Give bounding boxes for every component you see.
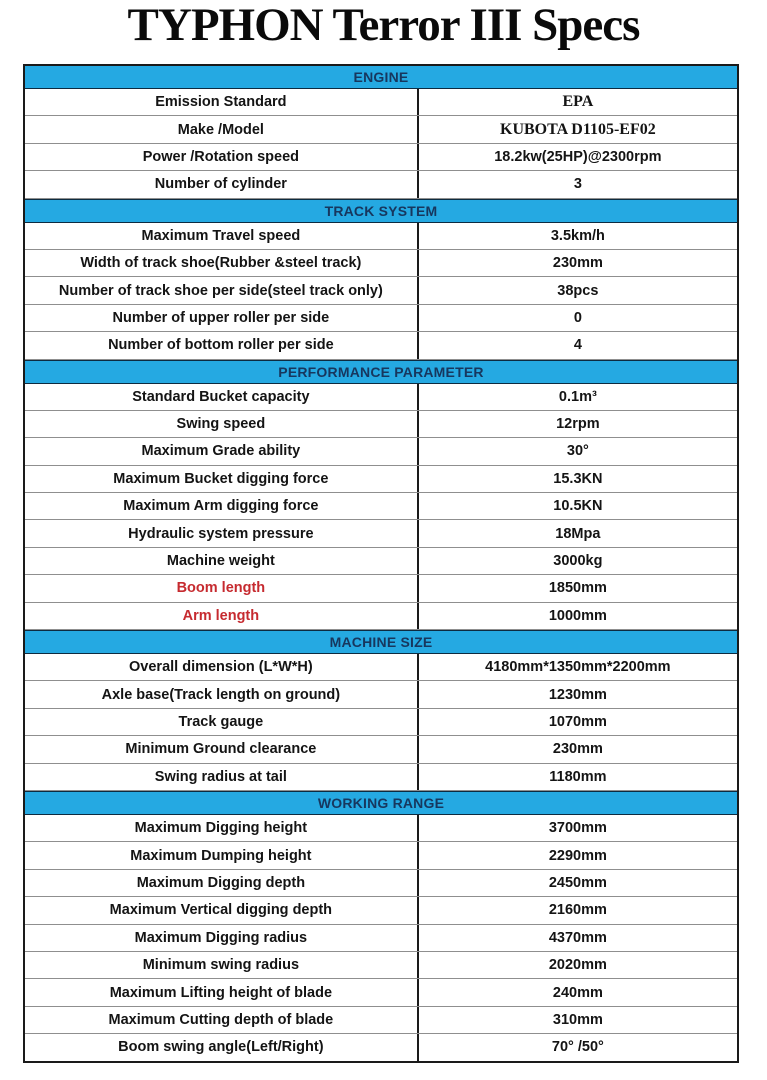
spec-row	[25, 411, 737, 438]
spec-label-cell: Width of track shoe(Rubber &steel track)	[25, 250, 419, 276]
spec-value-cell: 10.5KN	[553, 498, 603, 515]
spec-label-cell: Number of upper roller per side	[25, 305, 419, 331]
section-header-label: MACHINE SIZE	[329, 634, 433, 651]
spec-value-cell: EPA	[562, 93, 594, 111]
spec-row	[25, 144, 737, 171]
spec-label-cell: Maximum Vertical digging depth	[25, 897, 419, 923]
spec-row	[25, 575, 737, 602]
spec-value-cell: 30°	[566, 443, 589, 460]
spec-row	[25, 171, 737, 198]
spec-row	[25, 736, 737, 763]
spec-value-cell: 1000mm	[548, 607, 607, 624]
spec-label-cell: Machine weight	[25, 548, 419, 574]
spec-row	[25, 952, 737, 979]
spec-label-cell: Axle base(Track length on ground)	[25, 681, 419, 707]
spec-row	[25, 438, 737, 465]
spec-label-cell: Maximum Arm digging force	[25, 493, 419, 519]
section-header	[25, 66, 737, 89]
spec-label-cell: Maximum Travel speed	[25, 223, 419, 249]
spec-value-cell: 2290mm	[548, 847, 607, 864]
spec-value-cell: 230mm	[552, 741, 603, 758]
section-header-label: TRACK SYSTEM	[324, 202, 438, 219]
spec-value-cell: 1070mm	[548, 714, 607, 730]
spec-row	[25, 250, 737, 277]
spec-row	[25, 223, 737, 250]
spec-value-cell: 1180mm	[549, 768, 607, 785]
spec-label-cell: Make /Model	[25, 116, 419, 142]
spec-label-cell: Maximum Cutting depth of blade	[25, 1007, 419, 1033]
spec-label-cell: Maximum Grade ability	[25, 438, 419, 464]
spec-value-cell: 3000kg	[553, 553, 603, 570]
spec-row	[25, 870, 737, 897]
spec-row	[25, 520, 737, 547]
spec-row	[25, 654, 737, 681]
spec-row	[25, 815, 737, 842]
section-header	[25, 630, 737, 654]
spec-row	[25, 493, 737, 520]
section-header	[25, 360, 737, 384]
spec-value-cell: 12rpm	[556, 416, 600, 433]
spec-label-cell: Hydraulic system pressure	[25, 520, 419, 546]
spec-value-cell: 230mm	[552, 255, 603, 272]
spec-label-cell: Maximum Digging height	[25, 815, 419, 841]
spec-value-cell: 3700mm	[548, 820, 607, 837]
spec-value-cell: 18Mpa	[555, 525, 601, 542]
spec-label-cell: Standard Bucket capacity	[25, 384, 419, 410]
spec-value-cell: 3.5km/h	[550, 227, 605, 244]
spec-table	[23, 64, 739, 1063]
spec-label-cell: Emission Standard	[25, 89, 419, 115]
spec-label-cell: Number of bottom roller per side	[25, 332, 419, 358]
section-header	[25, 199, 737, 223]
spec-label-cell: Number of track shoe per side(steel track only)	[25, 277, 419, 303]
spec-value-cell: 38pcs	[557, 282, 599, 299]
spec-row	[25, 277, 737, 304]
spec-label-cell: Swing radius at tail	[25, 764, 419, 790]
section-header	[25, 791, 737, 815]
spec-value-cell: 18.2kw(25HP)@2300rpm	[494, 148, 662, 165]
spec-row	[25, 925, 737, 952]
spec-value-cell: 15.3KN	[553, 470, 603, 487]
spec-row	[25, 332, 737, 359]
spec-value-cell: 4	[573, 337, 582, 354]
spec-row	[25, 842, 737, 869]
spec-row	[25, 466, 737, 493]
spec-row	[25, 979, 737, 1006]
spec-row	[25, 384, 737, 411]
spec-value-cell: 310mm	[552, 1011, 603, 1028]
section-header-label: PERFORMANCE PARAMETER	[278, 363, 484, 380]
spec-value-cell: 2450mm	[548, 874, 607, 891]
spec-label-cell: Maximum Lifting height of blade	[25, 979, 419, 1005]
spec-row	[25, 1034, 737, 1060]
spec-label-cell: Boom swing angle(Left/Right)	[25, 1034, 419, 1060]
spec-label-cell: Swing speed	[25, 411, 419, 437]
spec-row	[25, 681, 737, 708]
section-header-label: ENGINE	[353, 69, 409, 85]
spec-row	[25, 1007, 737, 1034]
spec-value-cell: 2020mm	[548, 957, 607, 974]
spec-value-cell: 1230mm	[548, 686, 607, 703]
spec-label-cell: Overall dimension (L*W*H)	[25, 654, 419, 680]
spec-row	[25, 89, 737, 116]
spec-value-cell: KUBOTA D1105-EF02	[500, 120, 656, 138]
spec-label-cell: Maximum Bucket digging force	[25, 466, 419, 492]
spec-value-cell: 70° /50°	[551, 1039, 604, 1056]
spec-row	[25, 305, 737, 332]
spec-value-cell: 0.1m³	[558, 388, 597, 405]
spec-label-cell: Maximum Digging depth	[25, 870, 419, 896]
spec-row	[25, 897, 737, 924]
spec-label-cell: Power /Rotation speed	[25, 144, 419, 170]
spec-value-cell: 2160mm	[548, 902, 607, 919]
spec-label-cell: Boom length	[25, 575, 419, 601]
spec-label-cell: Number of cylinder	[25, 171, 419, 197]
page-title: TYPHON Terror III Specs	[127, 0, 640, 51]
spec-label-cell: Minimum swing radius	[25, 952, 419, 978]
spec-value-cell: 3	[573, 176, 582, 193]
spec-label-cell: Maximum Dumping height	[25, 842, 419, 868]
spec-row	[25, 548, 737, 575]
spec-row	[25, 764, 737, 791]
spec-value-cell: 1850mm	[548, 580, 607, 597]
spec-label-cell: Maximum Digging radius	[25, 925, 419, 951]
spec-label-cell: Track gauge	[25, 709, 419, 735]
spec-label-cell: Minimum Ground clearance	[25, 736, 419, 762]
spec-row	[25, 709, 737, 736]
section-header-label: WORKING RANGE	[317, 794, 445, 811]
spec-value-cell: 4180mm*1350mm*2200mm	[485, 659, 671, 676]
spec-row	[25, 603, 737, 630]
spec-value-cell: 240mm	[552, 984, 603, 1001]
spec-label-cell: Arm length	[25, 603, 419, 629]
spec-value-cell: 4370mm	[548, 929, 607, 946]
spec-row	[25, 116, 737, 143]
spec-value-cell: 0	[573, 309, 582, 326]
